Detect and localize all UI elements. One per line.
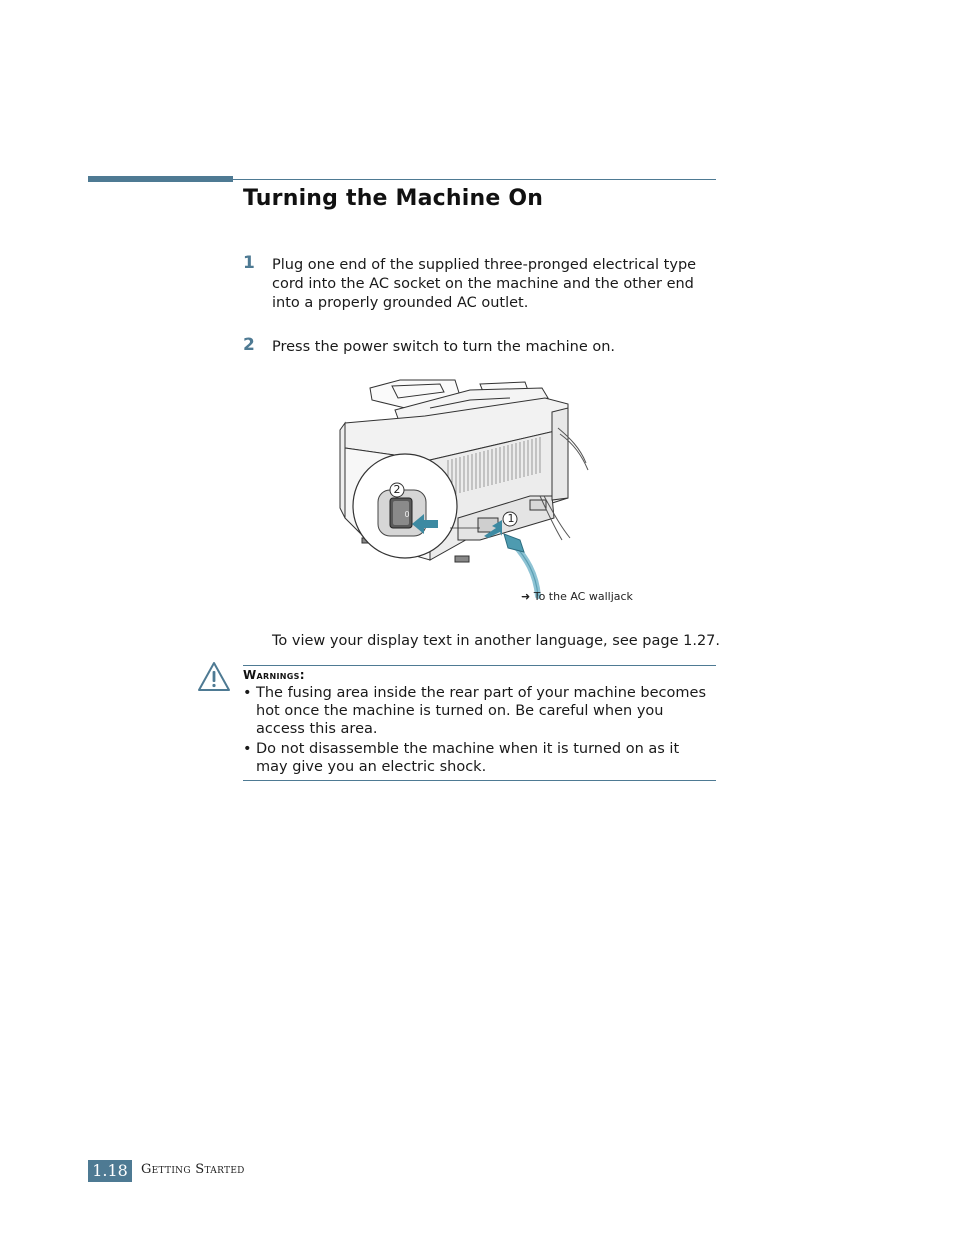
- bullet: •: [243, 741, 252, 757]
- warning-text: The fusing area inside the rear part of your machine becomes hot once the machine is turned on. Be careful when you access this area.: [256, 685, 706, 737]
- warnings-list: [243, 684, 713, 778]
- step-number: 2: [243, 335, 255, 355]
- section-rule-thick: [88, 176, 233, 182]
- warning-triangle-icon: [196, 660, 232, 694]
- figure-caption: ➜ To the AC walljack: [521, 590, 633, 603]
- callout-1: 1: [507, 512, 515, 525]
- page-title: Turning the Machine On: [243, 186, 544, 211]
- warnings-heading-colon: :: [299, 668, 305, 682]
- bullet: •: [243, 685, 252, 701]
- warnings-rule-bottom: [243, 780, 716, 781]
- language-note: To view your display text in another language, see page 1.27.: [272, 633, 720, 649]
- callout-2: 2: [393, 483, 401, 496]
- step-1: [243, 253, 718, 313]
- warnings-heading: [243, 668, 305, 682]
- step-number: 1: [243, 253, 255, 273]
- warnings-heading-text: Warnings: [243, 668, 300, 682]
- warning-text: Do not disassemble the machine when it is turned on as it may give you an electric shock.: [256, 741, 680, 775]
- section-rule-thin: [233, 179, 716, 180]
- list-item: [243, 740, 713, 776]
- step-text: Plug one end of the supplied three-pronged electrical type cord into the AC socket on the machine and the other end into a properly grounded AC outlet.: [272, 257, 697, 311]
- chapter-name: Getting Started: [141, 1162, 245, 1177]
- list-item: [243, 684, 713, 738]
- page-number: 1.18: [88, 1160, 132, 1182]
- step-2: [243, 335, 718, 357]
- switch-mark: 0: [404, 510, 410, 519]
- step-text: Press the power switch to turn the machine on.: [272, 339, 616, 355]
- warnings-rule-top: [243, 665, 716, 666]
- machine-illustration: [330, 368, 650, 608]
